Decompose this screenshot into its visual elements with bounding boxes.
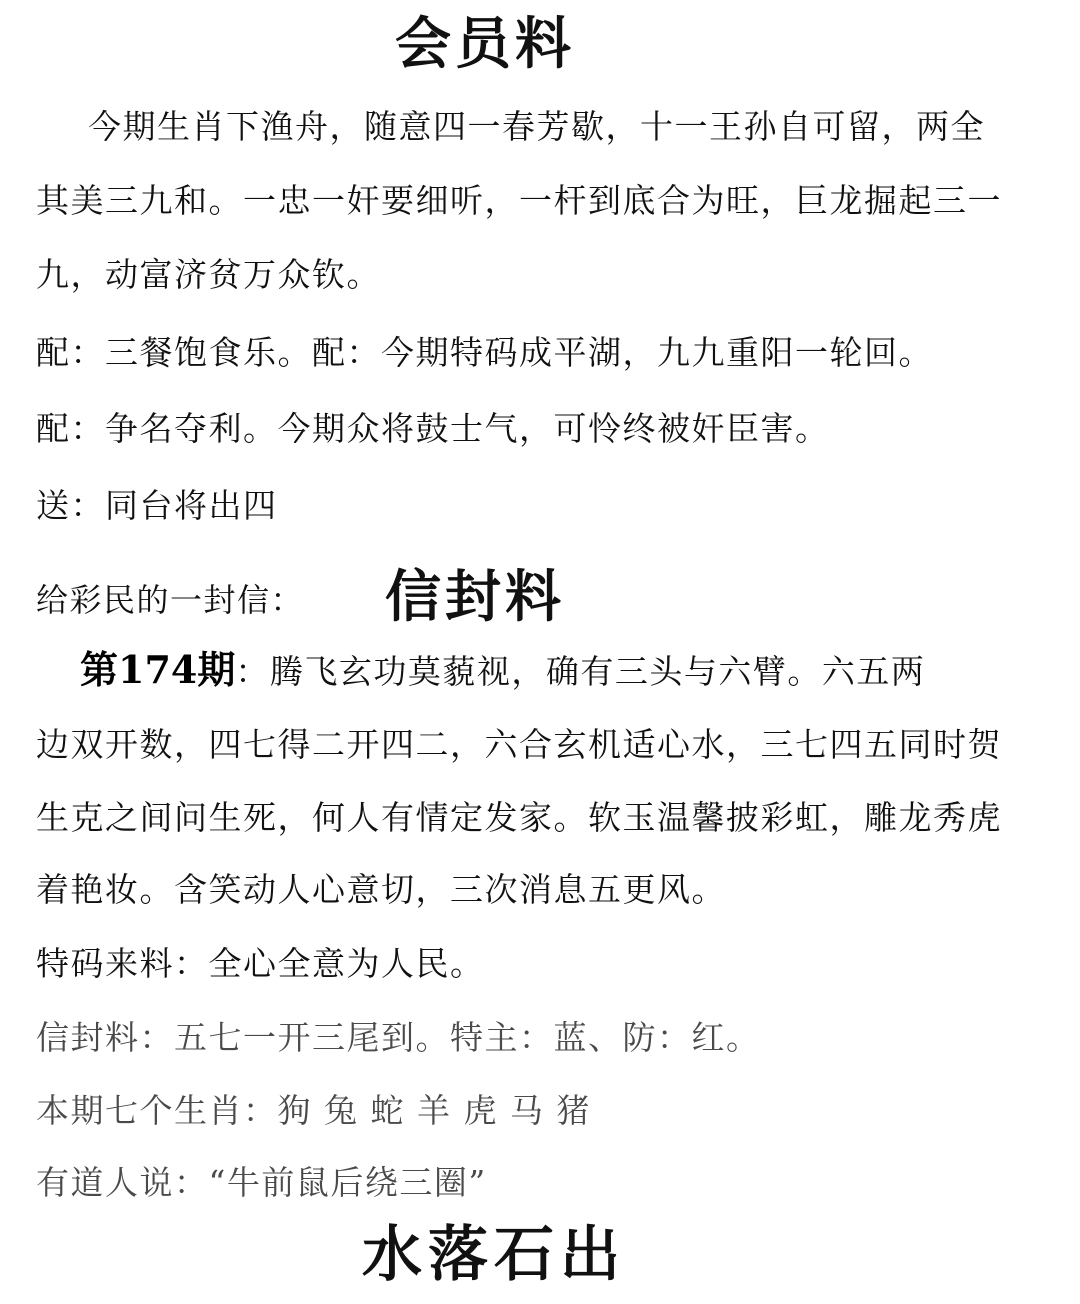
member-poem-line-3: 九，动富济贫万众钦。 [36, 255, 381, 294]
letter-intro-label: 给彩民的一封信： [36, 581, 305, 619]
letter-line-4: 着艳妆。含笑动人心意切，三次消息五更风。 [36, 870, 726, 909]
letter-first-line [80, 650, 1068, 692]
seven-zodiacs-line: 本期七个生肖：狗 兔 蛇 羊 虎 马 猪 [36, 1091, 591, 1130]
envelope-line: 信封料：五七一开三尾到。特主：蓝、防：红。 [36, 1018, 761, 1057]
member-poem-line-1: 今期生肖下渔舟，随意四一春芳歇，十一王孙自可留，两全 [88, 107, 985, 146]
member-gift: 送：同台将出四 [36, 486, 278, 525]
special-code-line: 特码来料：全心全意为人民。 [36, 944, 485, 983]
member-poem-line-2: 其美三九和。一忠一奸要细听，一杆到底合为旺，巨龙掘起三一 [36, 181, 1002, 220]
letter-first-line-text: ：腾飞玄功莫藐视，确有三头与六臂。六五两 [235, 652, 926, 691]
member-title: 会员料 [395, 11, 575, 77]
letter-line-2: 边双开数，四七得二开四二，六合玄机适心水，三七四五同时贺 [36, 725, 1002, 764]
member-pair-1: 配：三餐饱食乐。配：今期特码成平湖，九九重阳一轮回。 [36, 333, 933, 372]
saying-line: 有道人说：“牛前鼠后绕三圈” [36, 1163, 487, 1202]
issue-number: 第174期 [80, 650, 236, 692]
letter-line-3: 生克之间问生死，何人有情定发家。软玉温馨披彩虹，雕龙秀虎 [36, 798, 1002, 837]
envelope-title: 信封料 [385, 564, 565, 630]
bottom-title: 水落石出 [362, 1220, 626, 1290]
member-pair-2: 配：争名夺利。今期众将鼓士气，可怜终被奸臣害。 [36, 409, 830, 448]
